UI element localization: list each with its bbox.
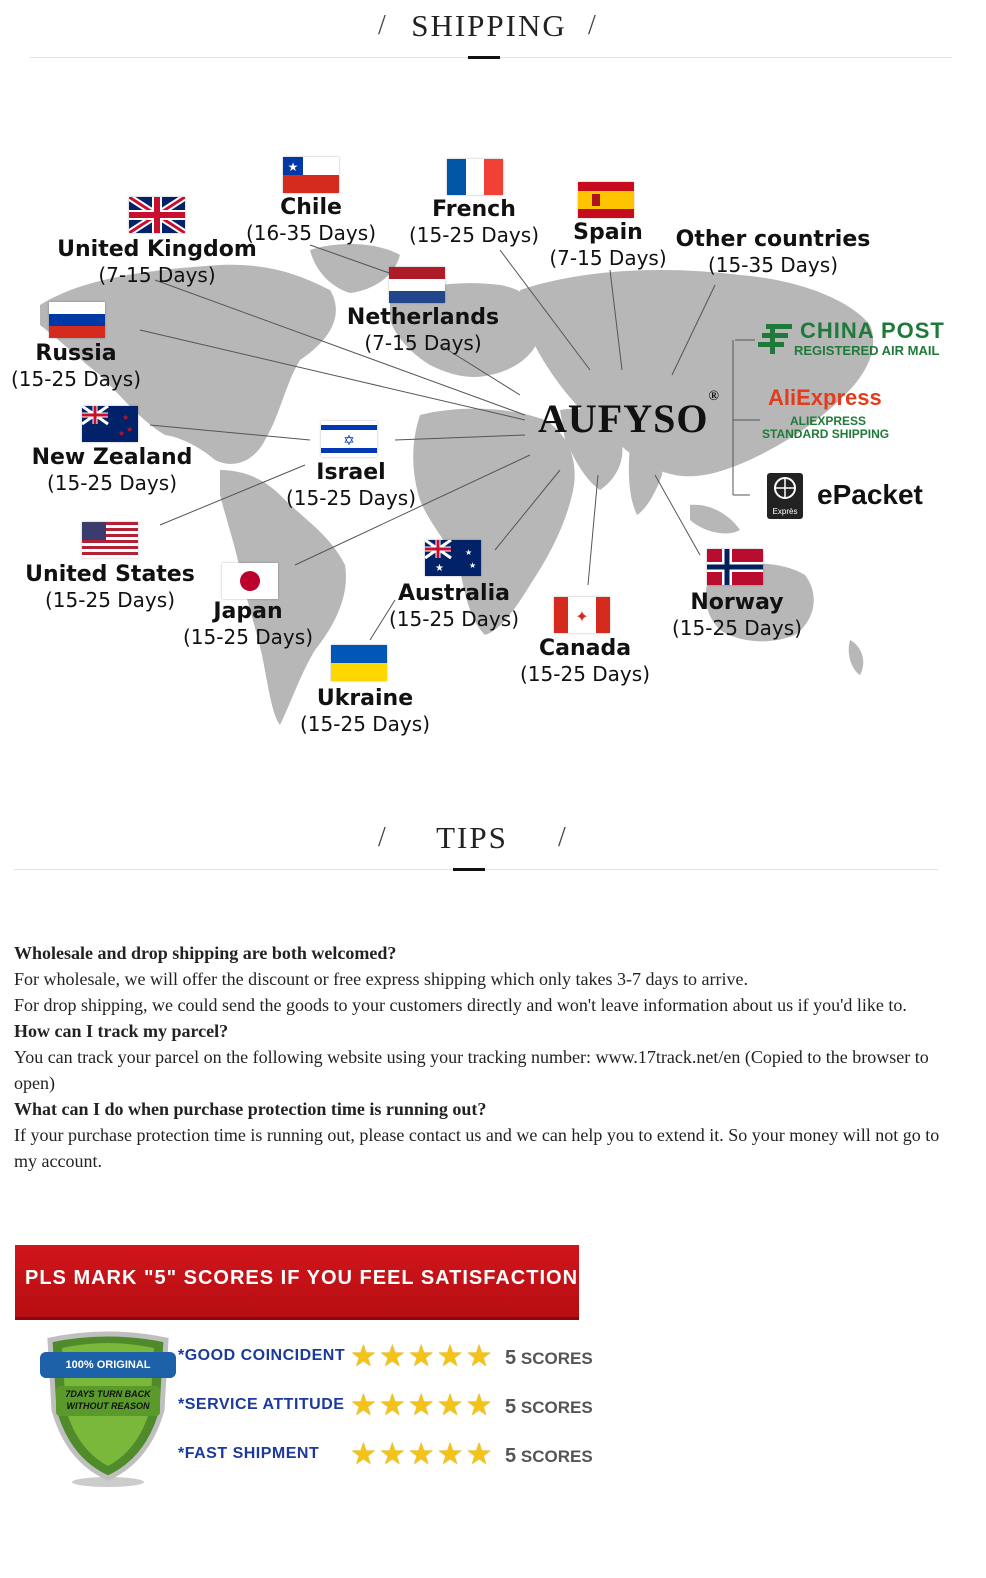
country-name: Other countries	[675, 227, 871, 252]
country-name: Israel	[316, 460, 386, 485]
uk-flag	[129, 197, 185, 233]
france-flag	[447, 159, 503, 195]
svg-text:★: ★	[118, 429, 126, 438]
china-post-title: CHINA POST	[800, 318, 945, 343]
score-value: 5 SCORES	[505, 1396, 593, 1418]
china-post-subtitle: REGISTERED AIR MAIL	[794, 343, 940, 358]
header-underline	[453, 868, 485, 871]
svg-text:✡: ✡	[343, 433, 355, 449]
faq-answer: For drop shipping, we could send the goods to your customers directly and won't leave information about us if you'd like to.	[14, 995, 907, 1015]
country-other	[676, 227, 871, 277]
usa-flag	[82, 522, 138, 558]
aliexpress-wordmark: AliExpress	[768, 385, 882, 410]
australia-flag	[425, 540, 481, 576]
country-days: (15-25 Days)	[300, 712, 430, 737]
country-days: (15-25 Days)	[45, 588, 175, 613]
faq-answer: For wholesale, we will offer the discount or free express shipping which only takes 3-7 days to arrive.	[14, 969, 748, 989]
shipping-header	[0, 8, 986, 68]
score-label: *SERVICE ATTITUDE	[178, 1396, 345, 1413]
country-name: Spain	[573, 220, 643, 245]
rating-banner-text: PLS MARK "5" SCORES IF YOU FEEL SATISFACTION	[25, 1267, 579, 1289]
country-name: Norway	[690, 590, 784, 615]
aliexpress-sub1: ALIEXPRESS	[790, 414, 867, 428]
header-slash-left: /	[378, 822, 386, 853]
country-united-kingdom	[57, 237, 257, 287]
tips-header	[0, 820, 986, 880]
country-new-zealand	[32, 445, 193, 495]
svg-text:✦: ✦	[575, 607, 589, 626]
country-days: (7-15 Days)	[98, 263, 216, 288]
rating-banner	[15, 1245, 579, 1320]
country-french	[409, 197, 539, 247]
country-united-states	[25, 562, 195, 612]
shipping-map	[0, 75, 986, 775]
header-slash-right: /	[558, 822, 566, 853]
country-name: Japan	[213, 599, 283, 624]
country-days: (15-25 Days)	[672, 616, 802, 641]
faq-question: How can I track my parcel?	[14, 1021, 229, 1041]
epacket-logo	[765, 473, 965, 523]
svg-text:★: ★	[126, 425, 134, 434]
norway-flag	[707, 549, 763, 585]
country-days: (15-25 Days)	[409, 223, 539, 248]
registered-mark: ®	[708, 388, 720, 404]
country-days: (15-35 Days)	[708, 253, 838, 278]
chile-flag	[283, 157, 339, 193]
china-post-icon	[756, 322, 794, 356]
country-days: (7-15 Days)	[364, 331, 482, 356]
country-days: (15-25 Days)	[520, 662, 650, 687]
country-name: Chile	[280, 195, 342, 220]
country-name: Australia	[398, 581, 510, 606]
ukraine-flag	[331, 645, 387, 681]
country-name: United States	[25, 562, 195, 587]
country-name: United Kingdom	[57, 237, 257, 262]
spain-flag	[578, 182, 634, 218]
country-days: (15-25 Days)	[183, 625, 313, 650]
country-russia	[11, 341, 141, 391]
country-israel	[286, 460, 416, 510]
faq-answer: You can track your parcel on the following website using your tracking number: www.17track.net/en (Copied to the browser to open)	[14, 1047, 929, 1093]
country-canada	[520, 636, 650, 686]
country-name: Russia	[35, 341, 117, 366]
score-value: 5 SCORES	[505, 1445, 593, 1467]
country-days: (15-25 Days)	[389, 607, 519, 632]
tips-title: TIPS	[436, 820, 508, 855]
country-name: Netherlands	[346, 305, 500, 330]
shipping-title: SHIPPING	[411, 8, 567, 43]
netherlands-flag	[389, 267, 445, 303]
score-label: *FAST SHIPMENT	[178, 1445, 320, 1462]
country-ukraine	[300, 686, 430, 736]
svg-text:★: ★	[287, 160, 299, 174]
shield-top-text: 100% ORIGINAL	[65, 1359, 151, 1371]
country-days: (7-15 Days)	[549, 246, 667, 271]
country-days: (15-25 Days)	[47, 471, 177, 496]
country-japan	[183, 599, 313, 649]
aliexpress-sub2: STANDARD SHIPPING	[762, 427, 890, 441]
country-name: French	[432, 197, 516, 222]
five-star-rating: ★★★★★	[350, 1437, 495, 1472]
faq-question: Wholesale and drop shipping are both welcomed?	[14, 943, 397, 963]
country-australia	[389, 581, 519, 631]
brand-name: AUFYSO	[538, 396, 709, 441]
country-chile	[246, 195, 376, 245]
header-slash-left: /	[378, 10, 386, 41]
shield-mid-text: 7DAYS TURN BACK WITHOUT REASON	[65, 1389, 151, 1411]
country-netherlands	[347, 305, 499, 355]
country-spain	[549, 220, 666, 270]
guarantee-shield-badge	[38, 1330, 178, 1490]
faq-question: What can I do when purchase protection time is running out?	[14, 1099, 487, 1119]
five-star-rating: ★★★★★	[350, 1388, 495, 1423]
russia-flag	[49, 302, 105, 338]
israel-flag	[321, 421, 377, 457]
tips-faq	[14, 940, 964, 1174]
svg-text:★: ★	[469, 561, 477, 570]
country-days: (15-25 Days)	[11, 367, 141, 392]
epacket-icon	[767, 473, 803, 519]
five-star-rating: ★★★★★	[350, 1339, 495, 1374]
epacket-label: ePacket	[817, 479, 923, 510]
country-days: (15-25 Days)	[286, 486, 416, 511]
score-label: *GOOD COINCIDENT	[178, 1347, 346, 1364]
header-slash-right: /	[588, 10, 596, 41]
country-name: Ukraine	[316, 686, 414, 711]
country-name: New Zealand	[31, 445, 193, 470]
svg-text:★: ★	[435, 563, 444, 574]
svg-text:★: ★	[122, 413, 130, 422]
score-value: 5 SCORES	[505, 1347, 593, 1369]
svg-text:★: ★	[465, 548, 473, 557]
brand-logo	[538, 388, 720, 442]
country-days: (16-35 Days)	[246, 221, 376, 246]
epacket-badge: Exprès	[772, 507, 798, 516]
faq-answer: If your purchase protection time is running out, please contact us and we can help you to extend it. So your money will not go to my account.	[14, 1125, 940, 1171]
country-norway	[672, 590, 802, 640]
header-underline	[468, 56, 500, 59]
canada-flag	[554, 597, 610, 633]
japan-flag	[222, 563, 278, 599]
new-zealand-flag	[82, 406, 138, 442]
country-name: Canada	[538, 636, 632, 661]
